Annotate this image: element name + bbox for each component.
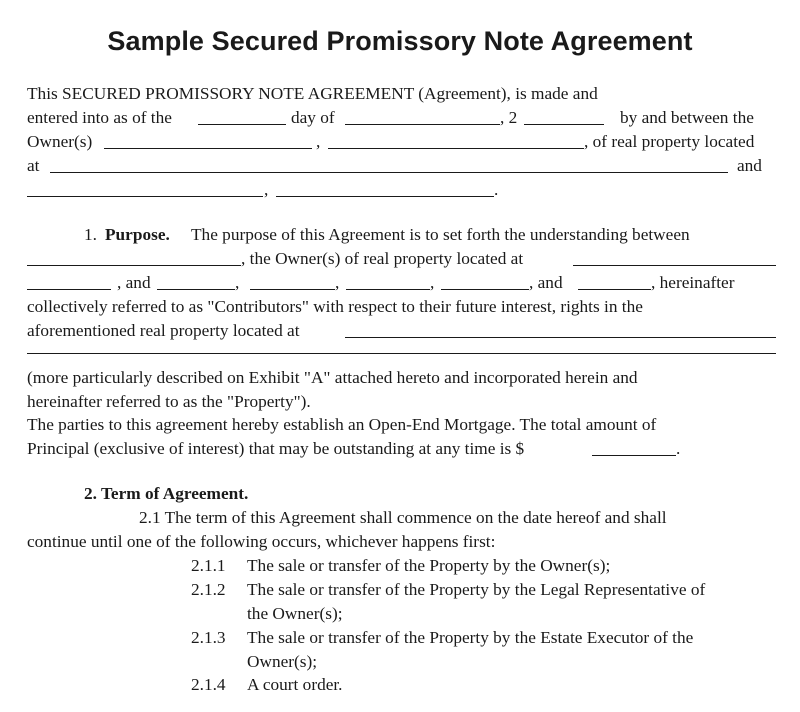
term-item-2: 2.1.2 The sale or transfer of the Property by the Legal Representative of bbox=[191, 580, 706, 599]
contributor-blank-5[interactable] bbox=[441, 289, 529, 290]
intro-line-5: , . bbox=[0, 178, 800, 202]
term-item-4: 2.1.4 A court order. bbox=[191, 675, 343, 694]
term-line-2: continue until one of the following occurs, whichever happens first: bbox=[27, 532, 496, 551]
term-item-2-continued: the Owner(s); bbox=[247, 604, 343, 623]
owner-1-blank[interactable] bbox=[104, 148, 312, 149]
property-address-blank[interactable] bbox=[50, 172, 728, 173]
address-city-blank[interactable] bbox=[27, 196, 263, 197]
term-item-3: 2.1.3 The sale or transfer of the Property by the Estate Executor of the bbox=[191, 628, 694, 647]
contributor-blank-2[interactable] bbox=[157, 289, 235, 290]
purpose-heading: Purpose. bbox=[105, 225, 170, 244]
contributor-blank-4[interactable] bbox=[346, 289, 430, 290]
real-property-blank[interactable] bbox=[345, 337, 776, 338]
intro-line-4: at and bbox=[27, 156, 762, 175]
real-property-blank-continued[interactable] bbox=[27, 353, 776, 354]
contributor-address-blank[interactable] bbox=[573, 265, 776, 266]
owner-2-blank[interactable] bbox=[328, 148, 584, 149]
term-item-1: 2.1.1 The sale or transfer of the Property by the Owner(s); bbox=[191, 556, 611, 575]
term-item-3-continued: Owner(s); bbox=[247, 652, 318, 671]
purpose-line-9: Principal (exclusive of interest) that may be outstanding at any time is $ . bbox=[27, 439, 681, 458]
page-title: Sample Secured Promissory Note Agreement bbox=[107, 26, 693, 56]
month-blank[interactable] bbox=[345, 124, 500, 125]
year-blank[interactable] bbox=[524, 124, 604, 125]
term-line-1: 2.1 The term of this Agreement shall commence on the date hereof and shall bbox=[139, 508, 667, 527]
contributor-blank-1[interactable] bbox=[27, 289, 111, 290]
purpose-line-8: The parties to this agreement hereby establish an Open-End Mortgage. The total amount of bbox=[27, 415, 657, 434]
intro-line-2: entered into as of the day of , 2 by and between the bbox=[27, 108, 754, 127]
term-heading: 2. Term of Agreement. bbox=[84, 484, 249, 503]
contributor-blank-6[interactable] bbox=[578, 289, 651, 290]
purpose-line-4: collectively referred to as "Contributors" with respect to their future interest, rights in the bbox=[27, 297, 643, 316]
intro-line-3: Owner(s) , , of real property located bbox=[27, 132, 755, 151]
purpose-line-6: (more particularly described on Exhibit "A" attached hereto and incorporated herein and bbox=[27, 368, 638, 387]
purpose-line-1: 1. Purpose. The purpose of this Agreement is to set forth the understanding between bbox=[0, 223, 800, 247]
purpose-line-2: , the Owner(s) of real property located at bbox=[0, 247, 800, 271]
purpose-line-5: aforementioned real property located at bbox=[0, 319, 800, 343]
address-state-blank[interactable] bbox=[276, 196, 494, 197]
contributor-name-blank[interactable] bbox=[27, 265, 241, 266]
term-heading-line bbox=[0, 482, 800, 506]
contributor-blank-3[interactable] bbox=[250, 289, 335, 290]
principal-amount-blank[interactable] bbox=[592, 455, 676, 456]
purpose-line-3: , and , , , , and , hereinafter bbox=[0, 271, 800, 295]
purpose-line-7: hereinafter referred to as the "Property"). bbox=[27, 392, 311, 411]
day-blank[interactable] bbox=[198, 124, 286, 125]
intro-line-1: This SECURED PROMISSORY NOTE AGREEMENT (Agreement), is made and bbox=[27, 84, 598, 103]
